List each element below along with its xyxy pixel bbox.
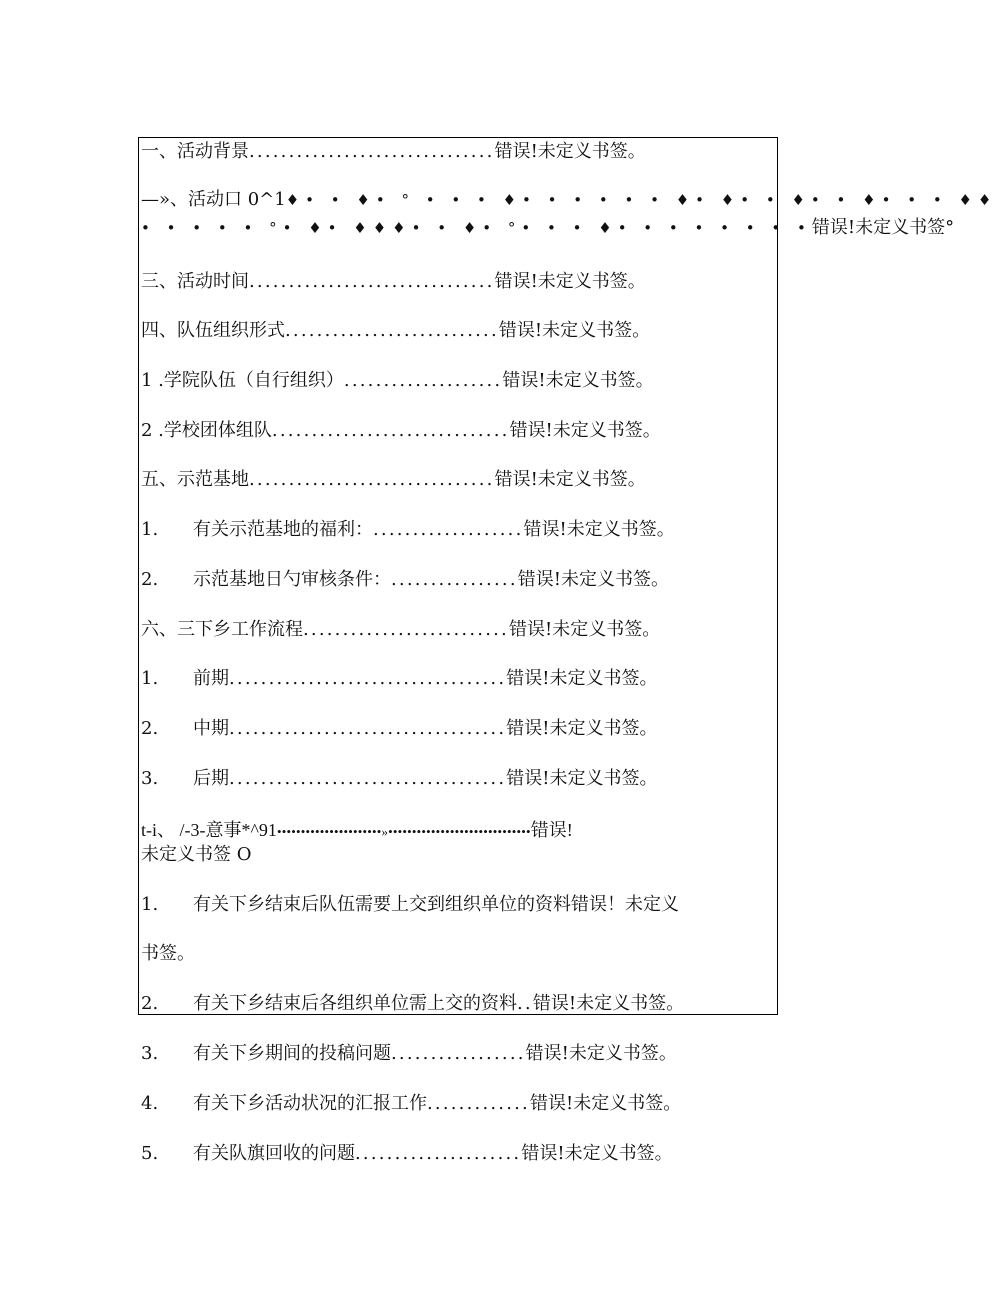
toc-entry-number: 2.	[141, 718, 159, 739]
toc-entry-ref: 错误!未定义书签。	[523, 519, 675, 540]
toc-entry[interactable]	[141, 419, 661, 443]
toc-leader-dots: ...............................	[249, 141, 495, 162]
toc-leader-dots: ..............................	[271, 420, 510, 441]
toc-leader-dots: ....................	[343, 370, 503, 391]
toc-entry-label: 示范基地日勺审核条件：	[193, 569, 391, 590]
toc-entry-ref: 错误!未定义书签。	[506, 668, 658, 689]
toc-entry[interactable]	[141, 893, 679, 917]
toc-entry[interactable]	[141, 319, 650, 343]
toc-leader-dots: ................	[391, 569, 518, 590]
toc-entry-label: 有关下乡结束后队伍需要上交到组织单位的资料错误！未定义	[193, 894, 679, 915]
toc-entry-ref-continued: 未定义书签 O	[141, 844, 252, 865]
toc-entry-ref: 错误!未定义书签。	[494, 469, 646, 490]
toc-entry-label: 四、队伍组织形式	[141, 320, 285, 341]
toc-entry-ref: 错误!未定义书签。	[521, 1143, 673, 1164]
toc-leader-dots: ..........................	[303, 619, 509, 640]
toc-entry-label: 有关下乡活动状况的汇报工作	[193, 1093, 427, 1114]
toc-leader-dots: ...................................	[229, 668, 507, 689]
toc-entry[interactable]	[141, 992, 684, 1016]
toc-leader-dots: .....................	[355, 1143, 522, 1164]
toc-leader-dots: .................	[391, 1043, 526, 1064]
toc-leader-dots: ...................................	[229, 718, 507, 739]
toc-entry[interactable]	[141, 818, 573, 844]
toc-entry-continuation	[141, 843, 251, 867]
toc-entry-ref: 错误!未定义书签。	[506, 768, 658, 789]
toc-entry[interactable]	[141, 140, 646, 164]
toc-entry-ref: 错误!未定义书签。	[532, 993, 685, 1014]
toc-entry-label: 后期	[193, 768, 229, 789]
toc-entry-number: 2.	[141, 993, 159, 1014]
toc-entry-label: 2 .学校团体组队	[141, 420, 272, 441]
toc-leader-dots: ...................	[373, 519, 524, 540]
toc-entry-label: t-i、 /-3-意事*^91	[141, 820, 277, 840]
toc-entry[interactable]	[141, 1042, 677, 1066]
toc-entry-label: 有关示范基地的福利：	[193, 519, 373, 540]
toc-entry-label: 1 .学院队伍（自行组织）	[141, 370, 344, 391]
toc-entry[interactable]	[141, 767, 658, 791]
toc-entry-ref: 错误!未定义书签。	[509, 420, 661, 441]
toc-entry-ref: 错误!未定义书签。	[494, 141, 646, 162]
toc-entry-number: 1.	[141, 519, 159, 540]
toc-entry-ref: 错误!未定义书签。	[517, 569, 669, 590]
toc-entry[interactable]	[141, 667, 658, 691]
toc-entry-ref-continued: 书签。	[141, 943, 195, 964]
toc-leader-symbols: • • • • • °• ♦• ♦♦♦• • ♦• °• • • ♦• • • • • • • •	[141, 219, 812, 237]
toc-entry-number: 1.	[141, 668, 159, 689]
toc-entry-number: 3.	[141, 768, 159, 789]
toc-entry[interactable]	[141, 468, 646, 492]
toc-entry-label: —»、活动口 0^1	[141, 189, 286, 210]
toc-entry-ref: 错误!未定义书签。	[498, 320, 651, 341]
toc-entry-label: 有关下乡结束后各组织单位需上交的资料	[193, 993, 517, 1014]
toc-entry-number: 4.	[141, 1093, 159, 1114]
toc-entry[interactable]	[141, 518, 675, 542]
toc-entry[interactable]	[141, 270, 646, 294]
toc-entry-label: 有关下乡期间的投稿问题	[193, 1043, 391, 1064]
toc-entry-label: 五、示范基地	[141, 469, 249, 490]
toc-leader-dots: ...............................	[249, 271, 495, 292]
toc-leader-symbols: ♦• • ♦• ° • • • ♦• • • • • • ♦• ♦• • ♦• • ♦• • • ♦♦	[285, 191, 997, 209]
toc-leader-dots: ..	[517, 993, 533, 1014]
toc-entry[interactable]	[141, 188, 997, 212]
toc-entry-ref: 错误!未定义书签。	[502, 370, 654, 391]
toc-entry[interactable]	[141, 369, 654, 393]
toc-entry-label: 前期	[193, 668, 229, 689]
toc-entry-ref: 错误!未定义书签°	[811, 217, 955, 238]
toc-entry-ref: 错误!未定义书签。	[494, 271, 646, 292]
toc-leader-dots: .............	[427, 1093, 530, 1114]
toc-entry-label: 一、活动背景	[141, 141, 249, 162]
toc-entry-number: 5.	[141, 1143, 159, 1164]
toc-entry-ref: 错误!未定义书签。	[506, 718, 658, 739]
toc-leader-symbols: ••••••••••••••••••••••»••••••••••••••••••••••••••••••	[276, 824, 531, 839]
toc-entry-number: 1.	[141, 894, 159, 915]
toc-entry-number: 2.	[141, 569, 159, 590]
toc-entry-ref: 错误!未定义书签。	[525, 1043, 677, 1064]
toc-leader-dots: ...........................	[285, 320, 499, 341]
toc-leader-dots: ...................................	[229, 768, 507, 789]
toc-entry[interactable]	[141, 1142, 673, 1166]
toc-entry-continuation	[141, 942, 195, 966]
toc-entry-label: 三、活动时间	[141, 271, 249, 292]
toc-entry-ref: 错误!未定义书签。	[508, 619, 661, 640]
toc-entry[interactable]	[141, 1092, 681, 1116]
toc-entry-label: 有关队旗回收的问题	[193, 1143, 355, 1164]
toc-entry-label: 中期	[193, 718, 229, 739]
toc-entry-label: 六、三下乡工作流程	[141, 619, 303, 640]
toc-entry[interactable]	[141, 618, 660, 642]
toc-entry[interactable]	[141, 568, 669, 592]
toc-entry-ref: 错误!未定义书签。	[529, 1093, 682, 1114]
toc-entry-number: 3.	[141, 1043, 159, 1064]
toc-entry-ref: 错误!	[530, 820, 573, 840]
toc-entry-continuation	[141, 216, 954, 240]
toc-entry[interactable]	[141, 717, 658, 741]
toc-leader-dots: ...............................	[249, 469, 495, 490]
